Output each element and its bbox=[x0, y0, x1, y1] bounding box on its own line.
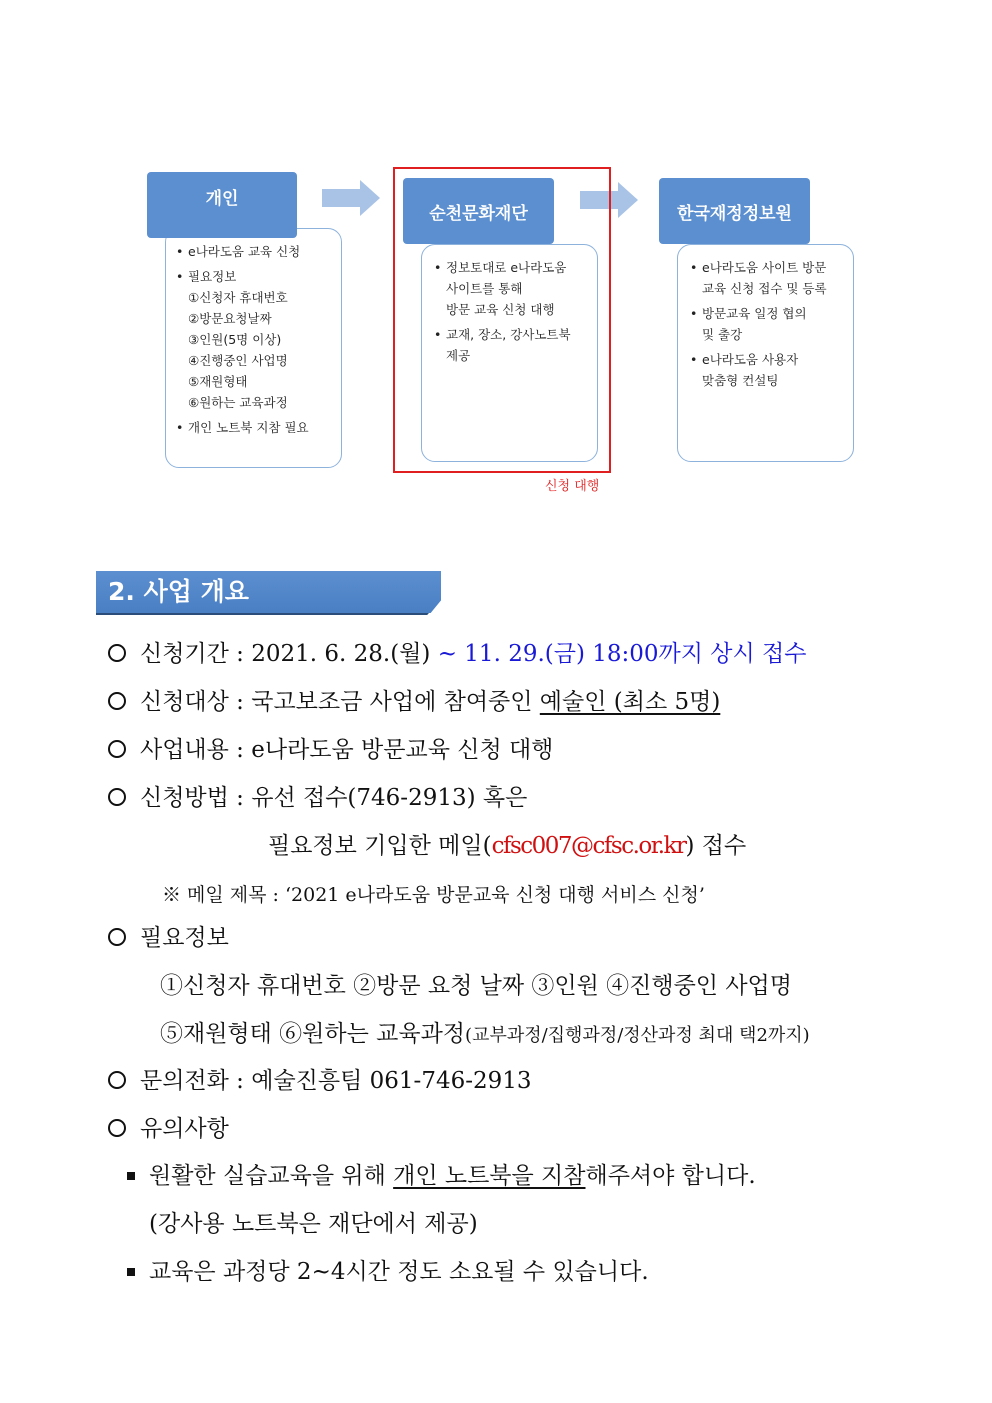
method-line-2: 필요정보 기입한 메일(cfsc007@cfsc.or.kr) 접수 bbox=[268, 833, 747, 859]
flow-box-individual-body bbox=[165, 228, 342, 468]
target-underlined: 예술인 (최소 5명) bbox=[539, 689, 721, 715]
info-line-2: ⑤재원형태 ⑥원하는 교육과정(교부과정/집행과정/정산과정 최대 택2까지) bbox=[160, 1021, 810, 1047]
proxy-highlight-frame bbox=[393, 167, 611, 473]
contact-line: 문의전화 : 예술진흥팀 061-746-2913 bbox=[108, 1066, 532, 1096]
circle-bullet-icon bbox=[108, 692, 126, 710]
period-line: 신청기간 : 2021. 6. 28.(월) ~ 11. 29.(금) 18:00까지 상시 접수 bbox=[108, 639, 806, 669]
contact-email-link[interactable]: cfsc007@cfsc.or.kr bbox=[491, 833, 686, 859]
circle-bullet-icon bbox=[108, 740, 126, 758]
note-1-sub: (강사용 노트북은 재단에서 제공) bbox=[149, 1211, 478, 1237]
flow-item: • 정보토대로 e나라도움 사이트를 통해 방문 교육 신청 대행 bbox=[434, 257, 589, 320]
flow-item: • e나라도움 교육 신청 bbox=[176, 241, 333, 262]
flow-sub-item: ④진행중인 사업명 bbox=[188, 353, 288, 368]
note-2: 교육은 과정당 2~4시간 정도 소요될 수 있습니다. bbox=[127, 1257, 649, 1287]
flow-item: • 필요정보 bbox=[176, 266, 333, 287]
circle-bullet-icon bbox=[108, 1119, 126, 1137]
flow-item: • 방문교육 일정 협의 및 출강 bbox=[690, 303, 847, 345]
mail-subject-note: ※ 메일 제목 : ‘2021 e나라도움 방문교육 신청 대행 서비스 신청’ bbox=[162, 884, 705, 906]
circle-bullet-icon bbox=[108, 1071, 126, 1089]
target-line: 신청대상 : 국고보조금 사업에 참여중인 예술인 (최소 5명) bbox=[108, 687, 720, 717]
flow-sub-item: ⑥원하는 교육과정 bbox=[188, 395, 288, 410]
flow-box-individual-head: 개인 bbox=[147, 172, 297, 238]
flow-item: • e나라도움 사용자 맞춤형 컨설팅 bbox=[690, 349, 847, 391]
method-line: 신청방법 : 유선 접수(746-2913) 혹은 bbox=[108, 783, 527, 813]
flow-sub-item: ⑤재원형태 bbox=[188, 374, 248, 389]
section-title: 2. 사업 개요 bbox=[108, 577, 249, 606]
flow-sub-item: ①신청자 휴대번호 bbox=[188, 290, 288, 305]
proxy-note: 신청 대행 bbox=[545, 479, 600, 494]
content-line: 사업내용 : e나라도움 방문교육 신청 대행 bbox=[108, 735, 553, 765]
circle-bullet-icon bbox=[108, 928, 126, 946]
period-highlight: ~ 11. 29.(금) 18:00까지 상시 접수 bbox=[437, 641, 807, 667]
info-label-line: 필요정보 bbox=[108, 923, 229, 953]
flow-box-foundation-head: 순천문화재단 bbox=[403, 178, 554, 244]
flow-box-kpfis-body bbox=[677, 244, 854, 462]
circle-bullet-icon bbox=[108, 644, 126, 662]
info-line-1: ①신청자 휴대번호 ②방문 요청 날짜 ③인원 ④진행중인 사업명 bbox=[160, 973, 792, 999]
flow-sub-item: ③인원(5명 이상) bbox=[188, 332, 282, 347]
note-1: 원활한 실습교육을 위해 개인 노트북을 지참해주셔야 합니다. bbox=[127, 1161, 756, 1191]
flow-item: • 교재, 장소, 강사노트북 제공 bbox=[434, 324, 589, 366]
circle-bullet-icon bbox=[108, 788, 126, 806]
flow-sub-item: ②방문요청날짜 bbox=[188, 311, 272, 326]
flow-item: • 개인 노트북 지참 필요 bbox=[176, 417, 333, 438]
square-bullet-icon bbox=[127, 1172, 135, 1180]
flow-box-kpfis-head: 한국재정정보원 bbox=[659, 178, 810, 244]
arrow-right-icon bbox=[322, 180, 382, 216]
notes-label-line: 유의사항 bbox=[108, 1114, 229, 1144]
flow-item: • e나라도움 사이트 방문 교육 신청 접수 및 등록 bbox=[690, 257, 847, 299]
square-bullet-icon bbox=[127, 1268, 135, 1276]
